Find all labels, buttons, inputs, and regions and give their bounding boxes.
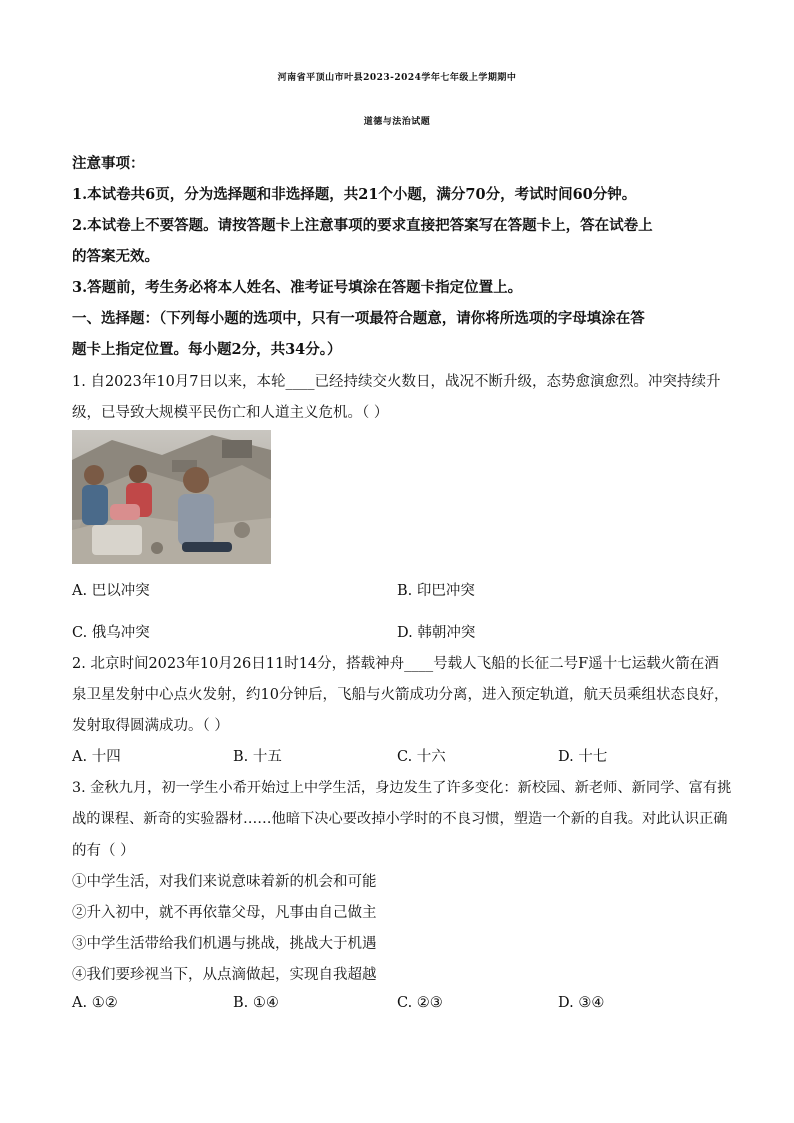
notes-heading: 注意事项：	[72, 155, 145, 172]
section1-instructions-line2: 题卡上指定位置。每小题2分，共34分。）	[72, 341, 342, 358]
q2-option-d: D. 十七	[558, 749, 608, 765]
q1-stem-line1: 1. 自2023年10月7日以来，本轮____已经持续交火数日，战况不断升级，态势愈演愈烈。冲突持续升	[72, 374, 721, 390]
q2-option-a: A. 十四	[72, 749, 121, 765]
q1-option-a: A. 巴以冲突	[72, 583, 150, 599]
section1-instructions-line1: 一、选择题：（下列每小题的选项中，只有一项最符合题意，请你将所选项的字母填涂在答	[72, 310, 645, 327]
q1-option-b: B. 印巴冲突	[397, 583, 475, 599]
q3-stem-line1: 3. 金秋九月，初一学生小希开始过上中学生活，身边发生了许多变化：新校园、新老师、新同学、富有挑	[72, 780, 732, 796]
q1-stem-line2: 级，已导致大规模平民伤亡和人道主义危机。（ ）	[72, 405, 389, 421]
q3-statement-1: ①中学生活，对我们来说意味着新的机会和可能	[72, 874, 377, 890]
exam-title: 河南省平顶山市叶县2023-2024学年七年级上学期期中	[277, 73, 517, 83]
q2-stem-line2: 泉卫星发射中心点火发射，约10分钟后，飞船与火箭成功分离，进入预定轨道，航天员乘组状态良好，	[72, 687, 729, 703]
children-in-rubble-image	[72, 430, 271, 564]
q2-stem-line1: 2. 北京时间2023年10月26日11时14分，搭载神舟____号载人飞船的长征二号F遥十七运载火箭在酒	[72, 656, 719, 672]
q3-option-a: A. ①②	[72, 995, 118, 1011]
q3-statement-2: ②升入初中，就不再依靠父母，凡事由自己做主	[72, 905, 377, 921]
q3-option-d: D. ③④	[558, 995, 605, 1011]
q1-option-d: D. 韩朝冲突	[397, 625, 476, 641]
note-item-2-line2: 的答案无效。	[72, 248, 159, 265]
note-item-1: 1.本试卷共6页，分为选择题和非选择题，共21个小题，满分70分，考试时间60分钟。	[72, 186, 637, 203]
exam-subtitle: 道德与法治试题	[363, 117, 431, 127]
q2-option-b: B. 十五	[233, 749, 282, 765]
q3-statement-3: ③中学生活带给我们机遇与挑战，挑战大于机遇	[72, 936, 377, 952]
q3-stem-line2: 战的课程、新奇的实验器材……他暗下决心要改掉小学时的不良习惯，塑造一个新的自我。对此认识正确	[72, 811, 728, 827]
note-item-2-line1: 2.本试卷上不要答题。请按答题卡上注意事项的要求直接把答案写在答题卡上，答在试卷上	[72, 217, 653, 234]
q1-option-c: C. 俄乌冲突	[72, 625, 150, 641]
q2-stem-line3: 发射取得圆满成功。（ ）	[72, 718, 229, 734]
q2-option-c: C. 十六	[397, 749, 446, 765]
note-item-3: 3.答题前，考生务必将本人姓名、准考证号填涂在答题卡指定位置上。	[72, 279, 523, 296]
q3-stem-line3: 的有（ ）	[72, 843, 135, 859]
q3-option-b: B. ①④	[233, 995, 279, 1011]
q3-statement-4: ④我们要珍视当下，从点滴做起，实现自我超越	[72, 967, 377, 983]
q3-option-c: C. ②③	[397, 995, 443, 1011]
q1-news-photo	[72, 430, 271, 564]
